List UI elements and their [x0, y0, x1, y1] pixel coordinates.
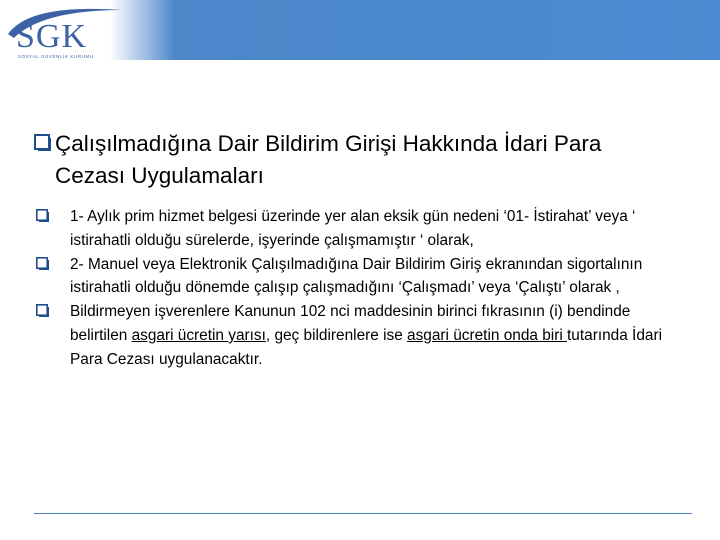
bullet-text-part: Bildirmeyen işverenlere Kanunun 102 nci maddesinin birinci fıkrasının (i) bendinde belirtilen [70, 303, 631, 344]
slide-title [34, 131, 674, 192]
bullet-text-part: , geç bildirenlere ise [265, 326, 408, 344]
footer-divider [34, 513, 692, 514]
checkbox-bullet-icon [36, 304, 49, 317]
title-text: Çalışılmadığına Dair Bildirim Girişi Hakkında İdari Para Cezası Uygulamaları [55, 131, 602, 188]
checkbox-bullet-icon [34, 134, 53, 152]
list-item [36, 253, 686, 301]
bullet-list [36, 205, 686, 372]
logo-text: SGK [16, 18, 88, 55]
logo-subtitle: SOSYAL GÜVENLİK KURUMU [18, 54, 94, 59]
list-item [36, 205, 686, 253]
bullet-text-part: tutarında İdari Para Cezası uygulanacaktır. [70, 326, 662, 368]
underlined-phrase: asgari ücretin yarısı [131, 326, 266, 344]
checkbox-bullet-icon [36, 209, 49, 222]
list-item [36, 300, 686, 371]
bullet-text [70, 300, 682, 371]
underlined-phrase: asgari ücretin onda biri [407, 326, 568, 344]
bullet-text: 1- Aylık prim hizmet belgesi üzerinde yer alan eksik gün nedeni ‘01- İstirahat’ veya ‘ istirahatli olduğu sürelerde, işyerinde çalışmamıştır ‘ olarak, [70, 208, 636, 249]
checkbox-bullet-icon [36, 257, 49, 270]
sgk-logo [4, 4, 124, 60]
bullet-text: 2- Manuel veya Elektronik Çalışılmadığına Dair Bildirim Giriş ekranından sigortalının istirahatli olduğu dönemde çalışıp çalışmadığını ‘Çalışmadı’ veya ‘Çalıştı’ olarak , [70, 255, 643, 297]
